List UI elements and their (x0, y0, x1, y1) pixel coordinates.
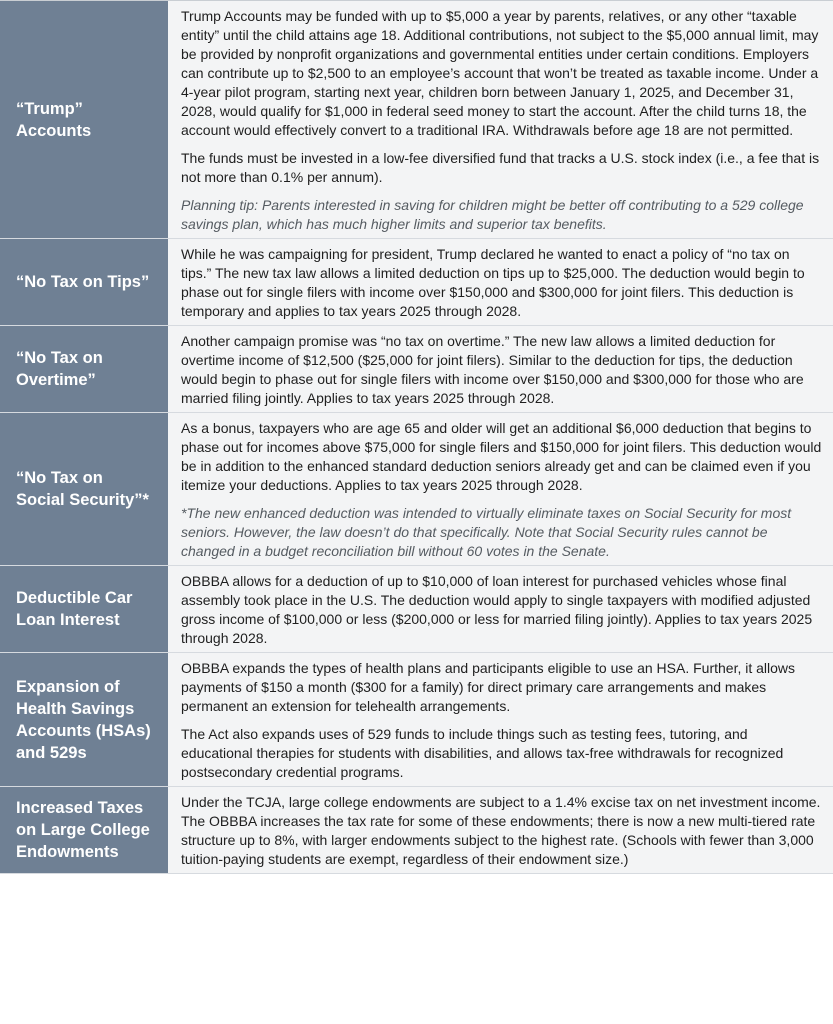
row-content (168, 239, 833, 325)
row-paragraph: While he was campaigning for president, Trump declared he wanted to enact a policy of “no tax on tips.” The new tax law allows a limited deduction on tips up to $25,000. The deduction would begin to phase out for single filers with income over $150,000 and $300,000 for joint filers. This deduction is temporary and applies to tax years 2025 through 2028. (181, 246, 805, 319)
row-label: “No Tax on Overtime” (0, 326, 168, 412)
row-content (168, 1, 833, 238)
row-label: Deductible Car Loan Interest (0, 566, 168, 652)
row-paragraph: OBBBA allows for a deduction of up to $10,000 of loan interest for purchased vehicles whose final assembly took place in the U.S. The deduction would apply to single taxpayers with modified adjusted gross income of $100,000 or less ($200,000 or less for married filing jointly). Applies to tax years 2025 through 2028. (181, 573, 813, 646)
table-row (0, 1, 833, 239)
row-paragraph: OBBBA expands the types of health plans and participants eligible to use an HSA. Further, it allows payments of $150 a month ($300 for a family) for direct primary care arrangements and makes permanent an extension for telehealth arrangements. (181, 660, 796, 714)
footnote: *The new enhanced deduction was intended to virtually eliminate taxes on Social Security for most seniors. However, the law doesn’t do that specifically. Note that Social Security rules cannot be changed in a budget reconciliation bill without 60 votes in the Senate. (181, 505, 792, 559)
row-label: Expansion of Health Savings Accounts (HSAs) and 529s (0, 653, 168, 786)
row-content (168, 326, 833, 412)
table-row (0, 413, 833, 566)
row-content (168, 566, 833, 652)
row-content (168, 413, 833, 565)
table-row (0, 326, 833, 413)
row-paragraph: The funds must be invested in a low-fee diversified fund that tracks a U.S. stock index (i.e., a fee that is not more than 0.1% per annum). (181, 150, 820, 185)
row-label: “Trump” Accounts (0, 1, 168, 238)
row-content (168, 787, 833, 873)
table-row (0, 787, 833, 874)
row-paragraph: As a bonus, taxpayers who are age 65 and older will get an additional $6,000 deduction that begins to phase out for incomes above $75,000 for single filers and $150,000 for joint filers. This deduction would be in addition to the enhanced standard deduction seniors already get and can be claimed even if you itemize your deductions. Applies to tax years 2025 through 2028. (181, 420, 822, 493)
row-paragraph: The Act also expands uses of 529 funds to include things such as testing fees, tutoring, and educational therapies for students with disabilities, and allows tax-free withdrawals for recognized postsecondary credential programs. (181, 726, 784, 780)
row-content (168, 653, 833, 786)
planning-tip: Planning tip: Parents interested in saving for children might be better off contributing to a 529 college savings plan, which has much higher limits and superior tax benefits. (181, 197, 804, 232)
row-paragraph: Trump Accounts may be funded with up to $5,000 a year by parents, relatives, or any other “taxable entity” until the child attains age 18. Additional contributions, not subject to the $5,000 annual limit, may be provided by nonprofit organizations and governmental entities under certain conditions. Employers can contribute up to $2,500 to an employee’s account that won’t be treated as taxable income. Under a 4-year pilot program, starting next year, children born between January 1, 2025, and December 31, 2028, would qualify for $1,000 in federal seed money to start the account. After the child turns 18, the account would effectively convert to a traditional IRA. Withdrawals before age 18 are not permitted. (181, 8, 819, 138)
table-row (0, 239, 833, 326)
row-paragraph: Under the TCJA, large college endowments are subject to a 1.4% excise tax on net investment income. The OBBBA increases the tax rate for some of these endowments; there is now a new multi-tiered rate structure up to 8%, with larger endowments subject to the highest rate. (Schools with fewer than 3,000 tuition-paying students are exempt, regardless of their endowment size.) (181, 794, 821, 867)
table-row (0, 653, 833, 787)
table-row (0, 566, 833, 653)
row-paragraph: Another campaign promise was “no tax on overtime.” The new law allows a limited deduction for overtime income of $12,500 ($25,000 for joint filers). Similar to the deduction for tips, the deduction would begin to phase out for single filers with income over $150,000 and $300,000 for those who are married filing jointly. Applies to tax years 2025 through 2028. (181, 333, 804, 406)
row-label: Increased Taxes on Large College Endowments (0, 787, 168, 873)
row-label: “No Tax on Social Security”* (0, 413, 168, 565)
row-label: “No Tax on Tips” (0, 239, 168, 325)
